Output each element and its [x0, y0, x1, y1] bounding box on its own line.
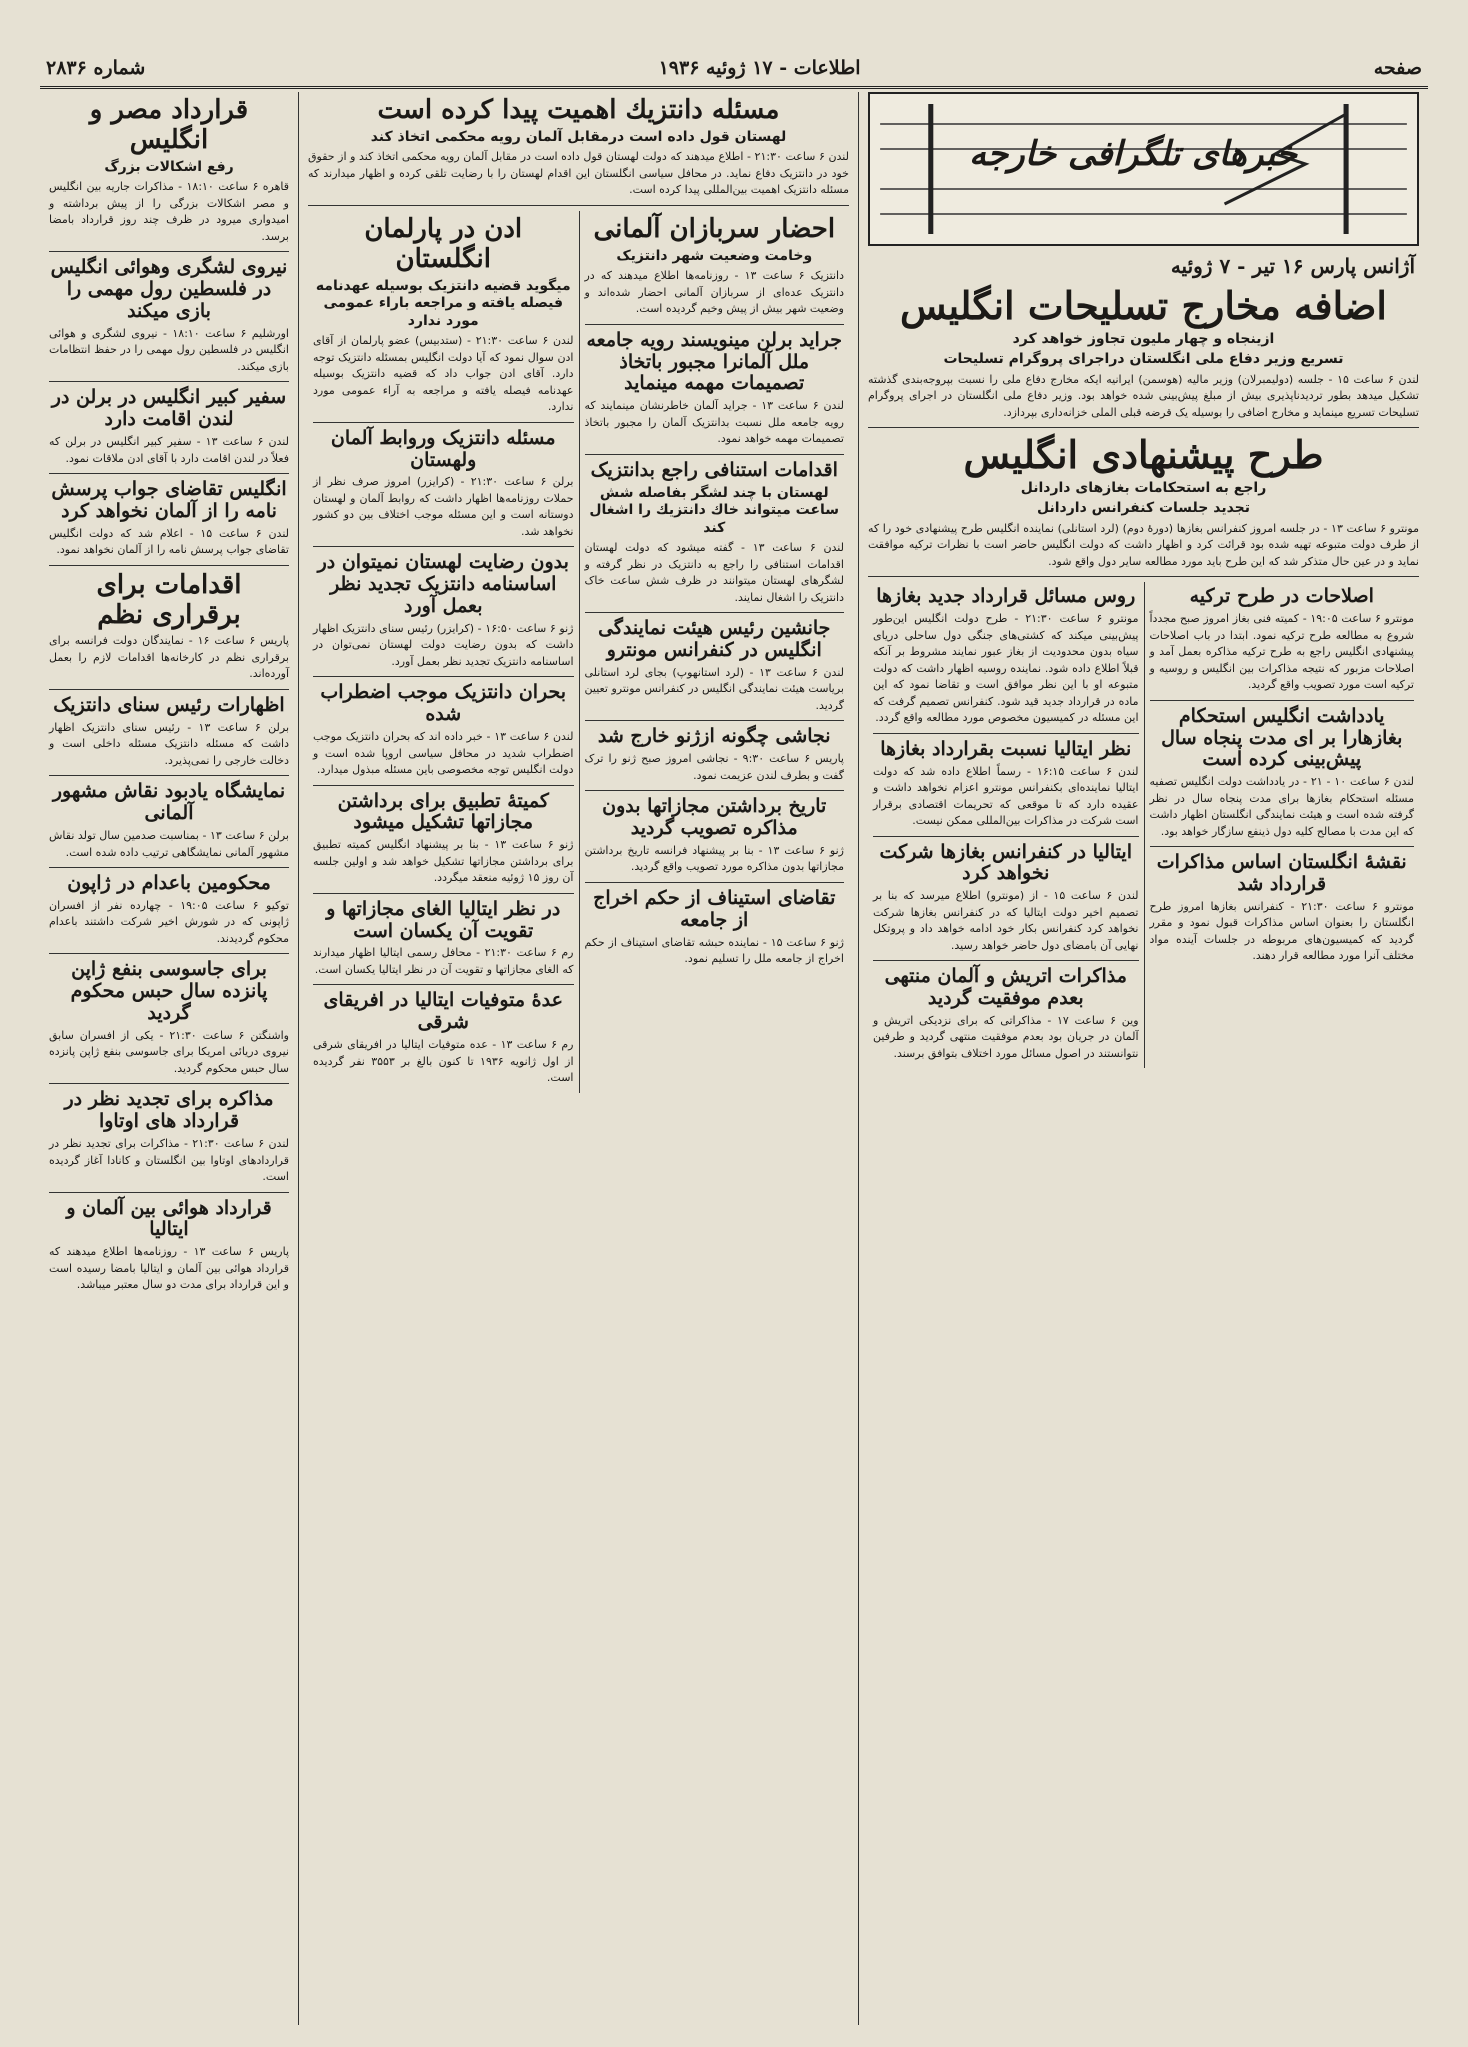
article-body: برلن ۶ ساعت ۱۳ - بمناسبت صدمین سال تولد نقاش مشهور آلمانی نمایشگاهی ترتیب داده شده است. — [49, 829, 289, 859]
divider — [308, 205, 849, 206]
article-body: رم ۶ ساعت ۱۳ - عده متوفیات ایتالیا در افریقای شرقی از اول ژانویه ۱۹۳۶ تا کنون بالغ بر ۳۵۵۳ نفر گردیده است. — [313, 1038, 574, 1085]
divider — [873, 960, 1139, 961]
article-egypt-england — [49, 96, 289, 245]
col1-subcolumn-left — [868, 582, 1144, 1068]
article-fifty-years — [1150, 706, 1415, 841]
article-appeal-measures — [585, 460, 845, 606]
col1-subcolumns — [868, 582, 1419, 1068]
divider — [313, 546, 574, 547]
article-title: برای جاسوسی بنفع ژاپن پانزده سال حبس محکوم گردید — [70, 958, 268, 1025]
article-body: لندن ۶ ساعت ۲۱:۳۰ - مذاکرات برای تجدید نظر در قراردادهای اوتاوا بین انگلستان و کانادا آغاز گردیده است. — [49, 1137, 289, 1184]
foreign-news-banner — [868, 92, 1419, 246]
article-title: تاریخ برداشتن مجازاتها بدون مذاکره تصویب گردید — [602, 795, 827, 840]
article-body: مونترو ۶ ساعت ۱۹:۰۵ - کمیته فنی بغاز امروز صبح مجدداً شروع به مطالعه طرح ترکیه نمود. ابتدا در باب اصلاحات پیشنهادی انگلیس راجع به طرح ترکیه مذاکره بعمل آمد و اصلاحات مزبور که نتیجه مذاکرات بین انگلیس و روسیه و ترکیه است مورد تصویب واقع گردید. — [1149, 612, 1414, 692]
article-turkey-plan — [1150, 586, 1415, 693]
article-body: لندن ۶ ساعت ۱۰ - ۲۱ - در یادداشت دولت انگلیس تصفیه مسئله استحکام بغاز‌ها برای مدت پنجاه سال در نظر گرفته شده است و هیئت نمایندگی انگلستان اظهار داشت که این مدت با مصالح کلیه دول ذینفع سازگار خواهد بود. — [1149, 775, 1414, 838]
divider — [313, 676, 574, 677]
divider — [1150, 700, 1415, 701]
divider — [49, 251, 289, 252]
article-berlin-press — [585, 330, 845, 448]
article-order-measures — [49, 571, 289, 683]
article-espionage — [49, 959, 289, 1077]
article-sanctions-date — [585, 796, 845, 876]
divider — [313, 785, 574, 786]
article-title: مذاکرات اتریش و آلمان منتهی بعدم موفقیت گردید — [884, 965, 1127, 1010]
article-title: طرح پیشنهادی انگلیس — [963, 432, 1324, 478]
article-palestine-forces — [49, 257, 289, 375]
article-poland-consent — [313, 552, 574, 670]
article-danzig-importance — [308, 96, 849, 199]
col2-subcolumn-right — [579, 211, 850, 1093]
article-title: مسئله دانتزیک وروابط آلمان ولهستان — [330, 426, 556, 471]
article-body: پاریس ۶ ساعت ۹:۳۰ - نجاشی امروز صبح ژنو را ترک گفت و بطرف لندن عزیمت نمود. — [584, 752, 844, 782]
divider — [873, 733, 1139, 734]
article-title: عدهٔ متوفیات ایتالیا در افریقای شرقی — [323, 989, 563, 1034]
article-ottawa — [49, 1089, 289, 1185]
divider — [585, 720, 845, 721]
article-danzig-crisis — [313, 682, 574, 778]
dateline: آژانس پارس ۱۶ تیر - ۷ ژوئیه — [1170, 254, 1415, 278]
article-air-treaty — [49, 1198, 289, 1294]
article-body: رم ۶ ساعت ۲۱:۳۰ - محافل رسمی ایتالیا اظهار میدارند که الغای مجازاتها و تقویت آن در نظر ایتالیا یکسان است. — [313, 946, 574, 976]
article-body: لندن ۶ ساعت ۱۵ - اعلام شد که دولت انگلیس تقاضای جواب پرسش نامه را از آلمان نخواهد نمود. — [49, 526, 289, 557]
article-body: برلن ۶ ساعت ۱۳ - رئیس سنای دانتزیک اظهار داشت که مسئله دانتزیک مسئله داخلی است و دخالت خارجی را نمی‌پذیرد. — [49, 720, 289, 767]
article-germany-poland — [313, 428, 574, 541]
article-title: نیروی لشگری وهوائی انگلیس در فلسطین رول مهمی را بازی میکند — [50, 256, 288, 322]
divider — [49, 381, 289, 382]
article-body: لندن ۶ ساعت ۱۳ - خبر داده اند که بحران دانتزیک موجب اضطراب شدید در محافل سیاسی اروپا شده است و دولت انگلیس توجه مخصوصی باین مسئله مبذول میدارد. — [313, 730, 574, 777]
article-italy-sanctions — [313, 899, 574, 979]
banner-title: خبرهای تلگرافی خارجه — [969, 134, 1297, 174]
col2-subcolumn-left — [308, 211, 579, 1093]
article-title: مسئله دانتزیك اهمیت پیدا كرده است — [377, 95, 780, 125]
article-italy-absent — [873, 842, 1139, 955]
article-painter-exhibition — [49, 781, 289, 861]
article-title: انگلیس تقاضای جواب پرسش نامه را از آلمان نخواهد کرد — [51, 478, 287, 522]
article-subtitle: راجع به استحکامات بغازهای داردانل — [1020, 479, 1267, 496]
article-title: یادداشت انگلیس استحکام بغازهارا بر ای مدت پنجاه سال پیش‌بینی کرده است — [1161, 704, 1403, 771]
article-title: نجاشی چگونه ازژنو خارج شد — [597, 725, 831, 748]
divider — [1150, 846, 1415, 847]
divider — [49, 565, 289, 566]
article-body: لندن ۶ ساعت ۲۱:۳۰ - (ستدبیس) عضو پارلمان از آقای ادن سوال نمود که آیا دولت انگلیس بمسئله دانتزیک توجه دارد. آقای ادن جواب داد که قضیه دانتزیک بوسیله عهدنامه فیصله یافته و مراجعه به آراء عمومی مورد ندارد. — [313, 334, 574, 414]
article-title: نظر ایتالیا نسبت بقرارداد بغازها — [880, 737, 1132, 760]
article-body: قاهره ۶ ساعت ۱۸:۱۰ - مذاکرات جاریه بین انگلیس و مصر اشکالات بزرگی را از پیش برداشته و امیدواری میرود در ظرف چند روز قرارداد بامضا برسد. — [49, 180, 289, 243]
divider — [49, 775, 289, 776]
article-body: لندن ۶ ساعت ۱۵ - از (مونترو) اطلاع میرسد که بنا بر تصمیم اخیر دولت ایتالیا که در کنفرانس بغاز‌ها شرکت نخواهد کرد کنفرانس بکار خود ادامه خواهد داد و پروتکل نهایی آن بامضای دول حاضر خواهد رسید. — [873, 889, 1139, 952]
divider — [313, 984, 574, 985]
divider — [868, 427, 1419, 428]
article-title: قرارداد هوائی بین آلمان و ایتالیا — [66, 1196, 272, 1241]
divider — [585, 612, 845, 613]
article-body: اورشلیم ۶ ساعت ۱۸:۱۰ - نیروی لشگری و هوائی انگلیس در فلسطین رول مهمی را در حفظ انتظامات بازی میکند. — [49, 326, 289, 373]
article-title: تقاضای استیناف از حکم اخراج از جامعه — [593, 886, 836, 931]
article-body: مونترو ۶ ساعت ۲۱:۳۰ - کنفرانس بغاز‌ها امروز طرح انگلستان را بعنوان اساس مذاکرات قبول نمود و مقرر گردید که کمیسیون‌های مربوطه در جلسات آینده مواد مختلف آنرا مورد مطالعه قرار دهند. — [1149, 899, 1414, 963]
column-briefs — [40, 92, 298, 2025]
divider — [313, 893, 574, 894]
article-british-proposal — [868, 433, 1419, 570]
divider — [873, 836, 1139, 837]
article-body: پاریس ۶ ساعت ۱۶ - نمایندگان دولت فرانسه برای برقراری نظم در کارخانه‌ها اقدامات لازم را بعمل آورده‌اند. — [49, 634, 289, 681]
col2-subcolumns — [308, 211, 849, 1093]
article-title: محکومین باعدام در ژاپون — [67, 872, 271, 894]
article-italy-view — [873, 739, 1139, 830]
article-title: نقشهٔ انگلستان اساس مذاکرات قرارداد شد — [1156, 851, 1407, 896]
article-body: مونترو ۶ ساعت ۱۳ - در جلسه امروز کنفرانس بغاز‌ها (دورهٔ دوم) (لرد استانلی) نماینده انگلیس طرح پیشنهادی خود را که از طرف دولت متبوعه تهیه شده بود قرائت کرد و اظهار داشت که دولت انگلیس حاضر است با نظرات ترکیه موافقت نماید و در عین حال متذکر شد که این طرح باید مورد مطالعه سایر دول واقع شود. — [868, 521, 1419, 568]
article-title: در نظر ایتالیا الغای مجازاتها و تقویت آن یکسان است — [326, 897, 561, 942]
divider — [49, 953, 289, 954]
page-label: صفحه — [1373, 57, 1422, 79]
article-subtitle: رفع اشکالات بزرگ — [104, 158, 234, 175]
article-title: اصلاحات در طرح ترکیه — [1189, 585, 1374, 608]
article-body: وین ۶ ساعت ۱۷ - مذاکراتی که برای نزدیکی اتریش و آلمان در جریان بود بعدم موفقیت منتهی گردید و طرفین نتوانستند در اصول مسائل مورد اختلاف بتوافق برسند. — [873, 1013, 1139, 1060]
article-armament-costs — [868, 284, 1419, 421]
article-england-basis — [1150, 852, 1415, 965]
article-eden-parliament — [313, 215, 574, 416]
article-questionnaire — [49, 479, 289, 559]
article-title: کمیتهٔ تطبیق برای برداشتن مجازاتها تشکیل میشود — [337, 789, 549, 834]
column-danzig — [298, 92, 858, 2025]
column-foreign-news — [858, 92, 1428, 2025]
article-title: اقدامات برای برقراری نظم — [96, 569, 242, 630]
article-german-soldiers — [585, 215, 845, 318]
article-body: لندن ۶ ساعت ۲۱:۳۰ - اطلاع میدهند که دولت لهستان قول داده است در مقابل آلمان رویه محکمی اتخاذ کند و از حقوق خود در دانتزیک دفاع نماید. در محافل سیاسی انگلستان این اقدام لهستان را با رضایت تلقی کرده و اظهار میدارند که مسئله دانتزیک اهمیت بین‌المللی پیدا کرده است. — [308, 150, 849, 197]
article-body: لندن ۶ ساعت ۱۳ - (لرد استانهوپ) بجای لرد استانلی بریاست هیئت نمایندگی انگلیس در کنفرانس مونترو تعیین گردید. — [584, 665, 844, 712]
article-body: پاریس ۶ ساعت ۱۳ - روزنامه‌ها اطلاع میدهند که قرارداد هوائی بین آلمان و ایتالیا بامضا رسیده است و این قرارداد برای مدت دو سال معتبر میباشد. — [49, 1245, 290, 1292]
article-title: جراید برلن مینویسند رویه جامعه ملل آلمانرا مجبور باتخاذ تصمیمات مهمه مینماید — [586, 328, 843, 395]
divider — [49, 867, 289, 868]
article-japan-executions — [49, 873, 289, 947]
article-senate-president — [49, 695, 289, 769]
col1-subcolumn-right — [1144, 582, 1420, 1068]
divider — [585, 324, 845, 325]
article-subtitle: تجدید جلسات کنفرانس داردانل — [1036, 500, 1251, 517]
article-austria-germany — [873, 966, 1139, 1062]
article-body: لندن ۶ ساعت ۱۳ - سفیر کبیر انگلیس در برلن که فعلاً در لندن اقامت دارد با آقای ادن ملاقات نمود. — [49, 435, 289, 465]
article-body: برلن ۶ ساعت ۲۱:۳۰ - (کرایزر) امروز صرف نظر از حملات روزنامه‌ها اظهار داشت که روابط آلمان و لهستان دوستانه است و این مسئله موجب اختلاف بین دو کشور نخواهد شد. — [313, 475, 574, 538]
article-subtitle: تسریع وزیر دفاع ملی انگلستان دراجرای پروگرام تسلیحات — [943, 351, 1344, 368]
divider — [49, 689, 289, 690]
columns — [40, 92, 1428, 2025]
article-russia-straits — [873, 586, 1139, 726]
divider — [585, 454, 845, 455]
article-title: نمایشگاه یادبود نقاش مشهور آلمانی — [52, 780, 286, 825]
masthead-center: اطلاعات - ۱۷ ژوئیه ۱۹۳۶ — [658, 57, 861, 79]
article-title: بدون رضایت لهستان نمیتوان در اساسنامه دانتزیک تجدید نظر بعمل آورد — [317, 551, 569, 618]
article-title: ایتالیا در کنفرانس بغازها شرکت نخواهد کرد — [879, 840, 1132, 885]
article-body: ژنو ۶ ساعت ۱۶:۵۰ - (کرایزر) رئیس سنای دانتزیک اظهار داشت که بدون رضایت دولت لهستان نمی‌توان در اساسنامه دانتزیک تجدید نظر بعمل آورد. — [313, 621, 574, 668]
divider — [49, 473, 289, 474]
article-title: بحران دانتزیک موجب اضطراب شده — [320, 681, 567, 726]
article-title: احضار سربازان آلمانی — [593, 213, 836, 244]
article-title: روس مسائل قرارداد جدید بغازها — [876, 585, 1136, 608]
article-sanctions-committee — [313, 791, 574, 887]
article-title: ادن در پارلمان انگلستان — [364, 213, 523, 274]
article-title: جانشین رئیس هیئت نمایندگی انگلیس در کنفرانس مونترو — [598, 617, 831, 661]
article-title: مذاکره برای تجدید نظر در قرارداد های اوتاوا — [64, 1088, 274, 1133]
article-title: اظهارات رئیس سنای دانتزیک — [53, 693, 285, 716]
divider — [49, 1192, 289, 1193]
article-body: ژنو ۶ ساعت ۱۳ - بنا بر پیشنهاد انگلیس کمیته تطبیق برای برداشتن مجازاتها تشکیل خواهد شد و اولین جلسه آن روز ۱۵ ژوئیه منعقد میگردد. — [313, 838, 574, 885]
article-italy-casualties — [313, 990, 574, 1086]
article-montreux-delegate — [585, 618, 845, 714]
divider — [868, 576, 1419, 577]
article-appeal-expulsion — [585, 888, 845, 968]
article-subtitle: لهستان قول داده است درمقابل آلمان رویه محکمی اتخاذ کند — [370, 128, 787, 145]
article-body: دانتزیک ۶ ساعت ۱۳ - روزنامه‌ها اطلاع میدهند که در دانتزیک عده‌ای از سربازان آلمانی احضار شده‌اند و وضعیت شهر بیش از پیش وخیم گردیده است. — [584, 269, 844, 316]
article-title: قرارداد مصر و انگلیس — [89, 95, 249, 155]
divider — [585, 882, 845, 883]
article-subtitle: لهستان با چند لشگر بفاصله شش ساعت میتواند خاك دانتزیك را اشغال كند — [589, 484, 840, 536]
article-body: مونترو ۶ ساعت ۲۱:۳۰ - طرح دولت انگلیس این‌طور پیش‌بینی میکند که کشتی‌های جنگی دول ساحلی دریای سیاه بدون محدودیت از بغاز عبور نمایند مشروط بر آنکه قبلاً اطلاع داده شود. نماینده روسیه اظهار داشت که دولت متبوعه او با این نظر موافق است و تقاضا نمود که این ماده در قرارداد جدید قید شود. کنفرانس تصمیم گرفت که این مسئله در کمیسیون مخصوص مورد مطالعه واقع گردد. — [873, 612, 1139, 725]
article-subtitle: میگوید قضیه دانتزیک بوسیله عهدنامه فیصله یافته و مراجعه باراء عمومی مورد ندارد — [315, 277, 571, 329]
masthead — [40, 50, 1428, 89]
divider — [585, 790, 845, 791]
article-body: لندن ۶ ساعت ۱۵ - جلسه (دولیمبرلان) وزیر مالیه (هوسمن) ایرانیه ایکه مخارج دفاع ملی را نسبت بپروجه‌بندی گذشته تشکیل میدهد بطور تردیدناپذیری بیش از مبلغ پیش‌بینی شده خواهد بود. وزیر دفاع ملی انگلستان در اجرای پروگرام تسلیحات تسریع مینماید و مخارج اضافی را بوسیله یک قرضه قبلی الملی خزانه‌داری بپردازد. — [868, 372, 1420, 419]
article-body: لندن ۶ ساعت ۱۳ - جراید آلمان خاطرنشان مینمایند که رویه جامعه ملل نسبت بدانتزیک آلمان را مجبور باتخاذ تصمیمات مهمه خواهد نمود. — [584, 399, 844, 446]
article-subtitle: وخامت وضعیت شهر دانتزیک — [616, 247, 813, 264]
article-subtitle: ازینجاه و چهار ملیون تجاوز خواهد کرد — [1012, 330, 1275, 347]
divider — [313, 422, 574, 423]
article-body: ژنو ۶ ساعت ۱۳ - بنا بر پیشنهاد فرانسه تاریخ برداشتن مجازاتها بدون مذاکره مورد تصویب واقع گردید. — [584, 843, 844, 874]
issue-number: شماره ۲۸۳۶ — [46, 57, 146, 79]
article-body: توکیو ۶ ساعت ۱۹:۰۵ - چهارده نفر از افسران ژاپونی که در شورش اخیر شرکت داشتند باعدام محکوم گردیدند. — [49, 898, 289, 945]
article-ambassador-london — [49, 387, 289, 467]
article-body: واشنگتن ۶ ساعت ۲۱:۳۰ - یکی از افسران سابق نیروی دریائی امریکا برای جاسوسی بنفع ژاپن پانزده سال حبس محکوم گردید. — [49, 1028, 289, 1075]
article-body: ژنو ۶ ساعت ۱۵ - نماینده حبشه تقاضای استیناف از حکم اخراج از جامعه ملل را تسلیم نمود. — [584, 935, 844, 966]
article-negus-geneva — [585, 726, 845, 784]
divider — [49, 1083, 289, 1084]
article-body: لندن ۶ ساعت ۱۶:۱۵ - رسماً اطلاع داده شد که دولت ایتالیا نماینده‌ای بکنفرانس مونترو اعزام نخواهد داشت و عقیده دارد که تا موقعی که تحریمات اقتصادی برقرار است شرکت در مذاکرات بین‌المللی ممکن نیست. — [873, 764, 1139, 828]
article-title: اضافه مخارج تسلیحات انگلیس — [900, 283, 1387, 328]
article-title: سفیر کبیر انگلیس در برلن در لندن اقامت دارد — [51, 386, 287, 431]
article-title: اقدامات استنافی راجع بدانتزیک — [590, 458, 838, 481]
article-body: لندن ۶ ساعت ۱۳ - گفته میشود که دولت لهستان اقدامات استنافی را راجع به دانتزیک در نظر گرفته و لشگرهای لهستان میتوانند در ظرف شش ساعت خاک دانتزیک را اشغال نمایند. — [584, 541, 844, 604]
